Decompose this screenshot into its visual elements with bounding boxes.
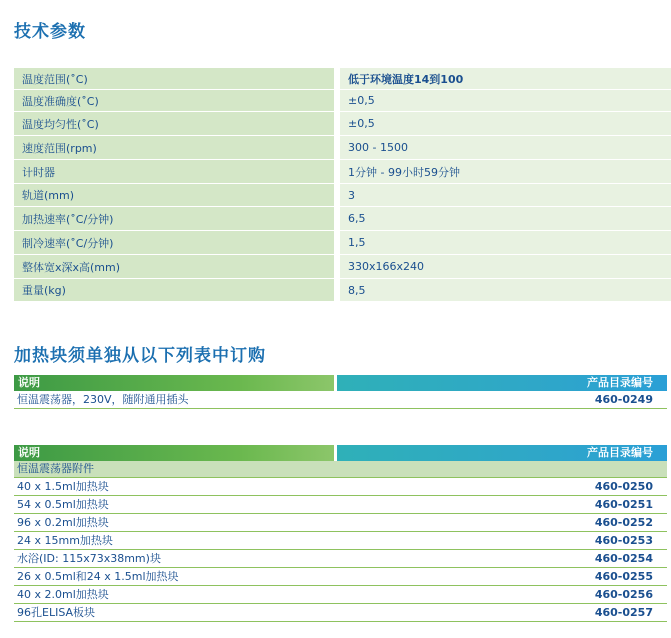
spec-label: 温度均匀性(˚C)	[14, 112, 337, 136]
row-catalog-number: 460-0250	[594, 480, 653, 493]
spec-label: 温度准确度(˚C)	[14, 90, 337, 112]
row-description: 恒温震荡器，230V，随附通用插头	[17, 393, 189, 406]
row-description: 40 x 2.0ml加热块	[17, 588, 109, 601]
table-row	[14, 550, 667, 568]
row-catalog-number: 460-0257	[594, 606, 653, 619]
spec-label: 整体宽x深x高(mm)	[14, 255, 337, 279]
order-table-main	[14, 375, 667, 409]
table-header	[14, 375, 667, 391]
spec-label: 温度范围(˚C)	[14, 68, 337, 90]
spec-label: 重量(kg)	[14, 279, 337, 302]
spec-value: 8,5	[337, 279, 671, 302]
section-title-specs: 技术参数	[14, 22, 86, 42]
row-catalog-number: 460-0253	[594, 534, 653, 547]
table-row	[14, 568, 667, 586]
row-description: 水浴(ID: 115x73x38mm)块	[17, 552, 161, 565]
spec-row	[14, 207, 671, 231]
spec-value: 低于环境温度14到100	[337, 68, 671, 90]
spec-row	[14, 90, 671, 112]
spec-label: 计时器	[14, 160, 337, 184]
spec-row	[14, 136, 671, 160]
spec-label: 制冷速率(˚C/分钟)	[14, 231, 337, 255]
spec-label: 加热速率(˚C/分钟)	[14, 207, 337, 231]
spec-value: ±0,5	[337, 112, 671, 136]
table-row	[14, 496, 667, 514]
spec-value: 330x166x240	[337, 255, 671, 279]
spec-row	[14, 68, 671, 90]
row-catalog-number: 460-0249	[594, 393, 653, 406]
table-row	[14, 478, 667, 496]
table-row	[14, 514, 667, 532]
row-description: 24 x 15mm加热块	[17, 534, 113, 547]
row-catalog-number: 460-0256	[594, 588, 653, 601]
header-description: 说明	[14, 375, 334, 391]
order-table-accessories	[14, 445, 667, 622]
row-description: 96孔ELISA板块	[17, 606, 96, 619]
header-catalog-number: 产品目录编号	[337, 445, 667, 461]
spec-row	[14, 160, 671, 184]
spec-row	[14, 184, 671, 207]
table-row	[14, 391, 667, 409]
row-description: 96 x 0.2ml加热块	[17, 516, 109, 529]
spec-label: 速度范围(rpm)	[14, 136, 337, 160]
table-row	[14, 604, 667, 622]
row-catalog-number: 460-0255	[594, 570, 653, 583]
row-catalog-number: 460-0251	[594, 498, 653, 511]
spec-table	[14, 67, 671, 302]
row-catalog-number: 460-0254	[594, 552, 653, 565]
spec-value: 6,5	[337, 207, 671, 231]
spec-value: ±0,5	[337, 90, 671, 112]
spec-value: 1分钟 - 99小时59分钟	[337, 160, 671, 184]
spec-row	[14, 255, 671, 279]
spec-row	[14, 279, 671, 302]
spec-label: 轨道(mm)	[14, 184, 337, 207]
row-description: 40 x 1.5ml加热块	[17, 480, 109, 493]
row-catalog-number: 460-0252	[594, 516, 653, 529]
spec-value: 300 - 1500	[337, 136, 671, 160]
spec-row	[14, 231, 671, 255]
section-title-ordering: 加热块须单独从以下列表中订购	[14, 346, 266, 366]
spec-row	[14, 112, 671, 136]
table-row	[14, 586, 667, 604]
header-description: 说明	[14, 445, 334, 461]
spec-value: 3	[337, 184, 671, 207]
spec-value: 1,5	[337, 231, 671, 255]
row-description: 26 x 0.5ml和24 x 1.5ml加热块	[17, 570, 179, 583]
row-description: 54 x 0.5ml加热块	[17, 498, 109, 511]
header-catalog-number: 产品目录编号	[337, 375, 667, 391]
table-row	[14, 532, 667, 550]
table-header	[14, 445, 667, 461]
table-subheader: 恒温震荡器附件	[14, 461, 667, 478]
